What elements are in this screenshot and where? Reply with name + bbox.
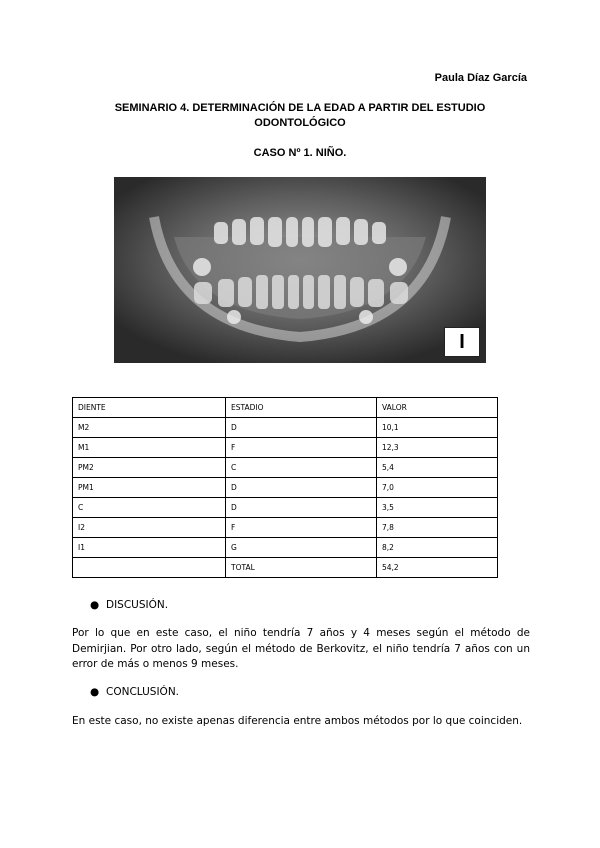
discussion-text: Por lo que en este caso, el niño tendría 7 años y 4 meses según el método de Demirjian. Por otro lado, según el método de Berkovitz, el niño tendría 7 años con un error de más o menos 9 meses.	[72, 627, 530, 670]
table-cell: M1	[73, 438, 226, 458]
table-cell: I1	[73, 538, 226, 558]
table-cell: I2	[73, 518, 226, 538]
table-cell	[73, 558, 226, 578]
document-title: SEMINARIO 4. DETERMINACIÓN DE LA EDAD A PARTIR DEL ESTUDIO ODONTOLÓGICO	[114, 102, 486, 129]
table-row	[73, 558, 498, 578]
table-row	[73, 498, 498, 518]
discussion-heading	[90, 599, 168, 611]
conclusion-heading-label: CONCLUSIÓN.	[106, 686, 180, 698]
table-cell: F	[226, 518, 377, 538]
table-cell: C	[226, 458, 377, 478]
author-name: Paula Díaz García	[434, 72, 527, 84]
discussion-heading-label: DISCUSIÓN.	[106, 599, 169, 611]
table-cell: D	[226, 478, 377, 498]
table-cell: TOTAL	[226, 558, 377, 578]
table-cell: F	[226, 438, 377, 458]
table-cell: M2	[73, 418, 226, 438]
table-header-cell: VALOR	[377, 398, 498, 418]
conclusion-text: En este caso, no existe apenas diferencia entre ambos métodos por lo que coinciden.	[72, 715, 523, 727]
bullet-dot-icon: ●	[90, 599, 100, 611]
table-cell: 54,2	[377, 558, 498, 578]
table-cell: 3,5	[377, 498, 498, 518]
table-header-cell: DIENTE	[73, 398, 226, 418]
table-row	[73, 518, 498, 538]
table-row	[73, 538, 498, 558]
table-header-cell: ESTADIO	[226, 398, 377, 418]
table-cell: C	[73, 498, 226, 518]
table-cell: 7,0	[377, 478, 498, 498]
table-cell: D	[226, 498, 377, 518]
table-cell: PM2	[73, 458, 226, 478]
dental-stages-table	[72, 397, 498, 578]
table-row	[73, 478, 498, 498]
table-cell: 5,4	[377, 458, 498, 478]
table-cell: 8,2	[377, 538, 498, 558]
table-row	[73, 418, 498, 438]
table-cell: PM1	[73, 478, 226, 498]
conclusion-heading	[90, 686, 179, 698]
xray-side-label: I	[444, 327, 480, 357]
table-cell: 7,8	[377, 518, 498, 538]
bullet-dot-icon: ●	[90, 686, 100, 698]
table-header-row	[73, 398, 498, 418]
table-cell: D	[226, 418, 377, 438]
table-cell: G	[226, 538, 377, 558]
table-cell: 10,1	[377, 418, 498, 438]
table-row	[73, 438, 498, 458]
case-title: CASO Nº 1. NIÑO.	[253, 147, 347, 159]
table-row	[73, 458, 498, 478]
table-cell: 12,3	[377, 438, 498, 458]
panoramic-xray-image	[114, 177, 486, 363]
